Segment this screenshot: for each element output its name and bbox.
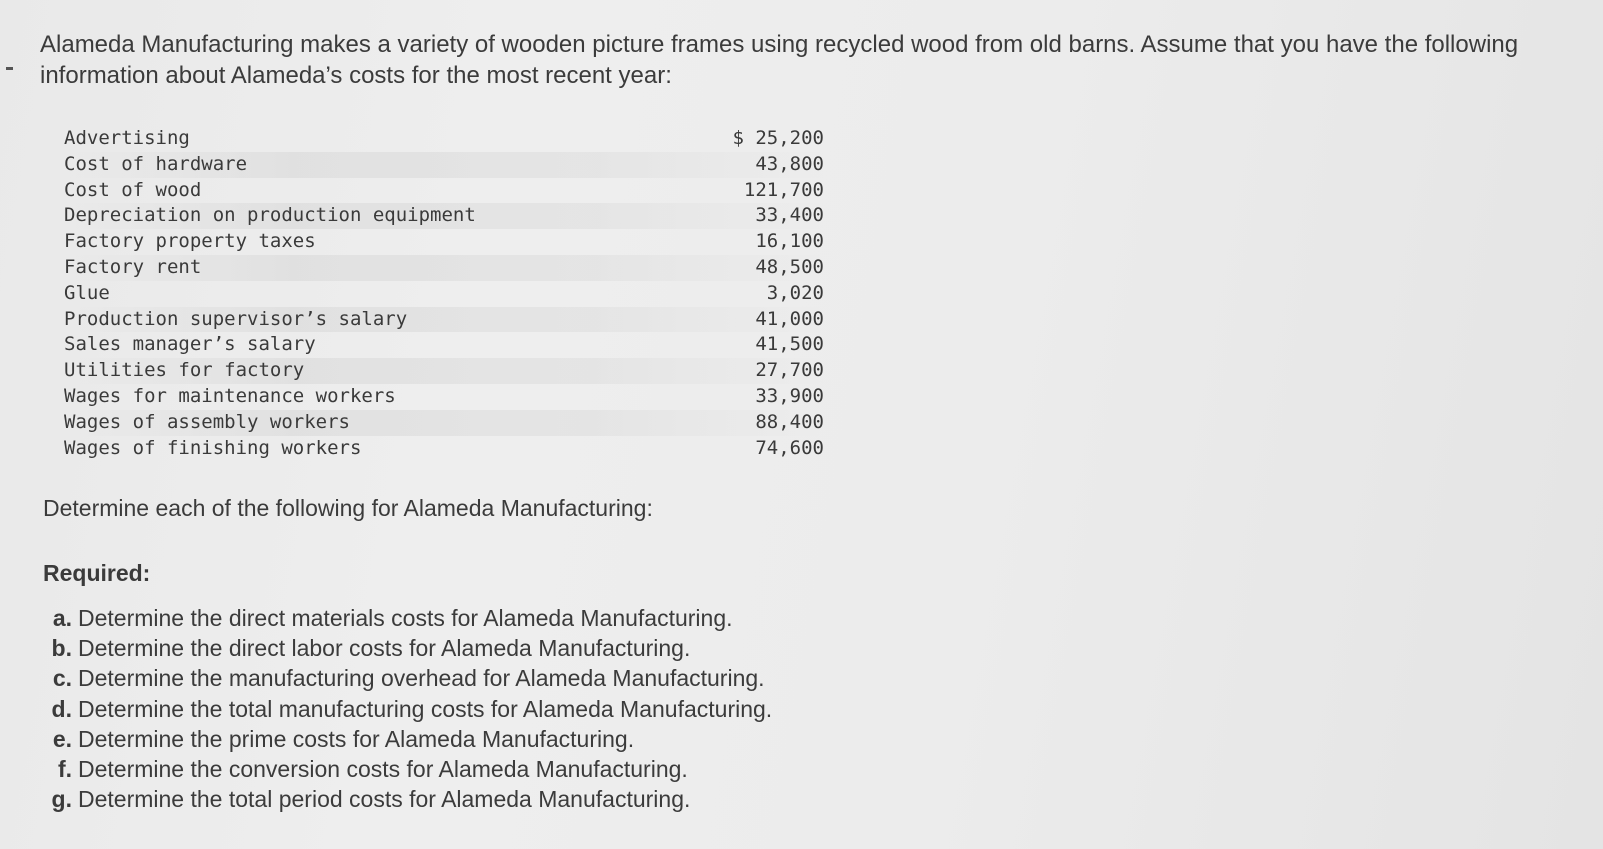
requirements-list xyxy=(48,603,772,814)
requirement-letter: e. xyxy=(52,725,72,752)
requirement-letter: c. xyxy=(52,665,72,692)
cost-row xyxy=(64,384,824,410)
margin-dash xyxy=(6,67,13,70)
cost-value: 41,000 xyxy=(755,307,824,330)
intro-paragraph: Alameda Manufacturing makes a variety of wooden picture frames using recycled wood from old barns. Assume that you have the following information about Alameda’s costs for the most recent year: xyxy=(40,31,1519,89)
requirement-letter: d. xyxy=(51,695,72,722)
cost-value: 74,600 xyxy=(755,436,824,459)
cost-label: Cost of wood xyxy=(64,178,202,201)
cost-row xyxy=(64,126,824,152)
cost-label: Production supervisor’s salary xyxy=(64,307,408,330)
cost-row xyxy=(64,307,824,333)
cost-row xyxy=(64,152,824,178)
cost-label: Depreciation on production equipment xyxy=(64,204,476,227)
cost-row xyxy=(64,255,824,281)
cost-label: Advertising xyxy=(64,127,190,149)
cost-value: 33,400 xyxy=(755,204,824,227)
cost-label: Wages for maintenance workers xyxy=(64,384,396,407)
requirement-item xyxy=(48,724,772,754)
requirement-letter: f. xyxy=(57,756,72,783)
requirement-letter: g. xyxy=(51,786,72,813)
cost-label: Sales manager’s salary xyxy=(64,333,316,356)
requirement-item xyxy=(48,754,772,784)
requirement-text: Determine the total manufacturing costs for Alameda Manufacturing. xyxy=(78,695,773,722)
requirement-item xyxy=(48,694,772,724)
cost-value: $ 25,200 xyxy=(732,127,824,149)
cost-value: 41,500 xyxy=(755,333,824,356)
requirement-item xyxy=(48,633,772,663)
cost-label: Wages of assembly workers xyxy=(64,410,350,433)
cost-row xyxy=(64,410,824,436)
cost-row xyxy=(64,332,824,358)
cost-value: 27,700 xyxy=(755,359,824,382)
cost-value: 16,100 xyxy=(755,230,824,253)
cost-value: 121,700 xyxy=(743,178,824,201)
cost-row xyxy=(64,229,824,255)
cost-value: 33,900 xyxy=(755,384,824,407)
cost-table xyxy=(64,126,824,461)
cost-value: 3,020 xyxy=(766,281,824,304)
requirement-text: Determine the prime costs for Alameda Manufacturing. xyxy=(78,725,635,752)
cost-label: Wages of finishing workers xyxy=(64,436,362,459)
cost-row xyxy=(64,178,824,204)
requirement-item xyxy=(48,784,772,814)
requirement-text: Determine the direct labor costs for Alameda Manufacturing. xyxy=(78,635,691,662)
cost-label: Factory rent xyxy=(64,255,202,278)
requirement-text: Determine the conversion costs for Alameda Manufacturing. xyxy=(78,756,688,783)
cost-row xyxy=(64,203,824,229)
cost-label: Cost of hardware xyxy=(64,152,248,175)
cost-label: Factory property taxes xyxy=(64,230,316,253)
required-heading: Required: xyxy=(43,560,151,586)
cost-row xyxy=(64,358,824,384)
cost-row xyxy=(64,281,824,307)
cost-value: 88,400 xyxy=(755,410,824,433)
requirement-item xyxy=(48,663,772,693)
requirement-text: Determine the direct materials costs for Alameda Manufacturing. xyxy=(78,605,733,631)
requirement-text: Determine the total period costs for Alameda Manufacturing. xyxy=(78,786,691,813)
determine-instruction: Determine each of the following for Alameda Manufacturing: xyxy=(43,495,653,521)
cost-row xyxy=(64,436,824,462)
requirement-item xyxy=(48,603,772,633)
cost-label: Glue xyxy=(64,281,110,304)
cost-label: Utilities for factory xyxy=(64,359,305,382)
requirement-letter: a. xyxy=(52,605,72,631)
requirement-text: Determine the manufacturing overhead for Alameda Manufacturing. xyxy=(78,665,765,692)
requirement-letter: b. xyxy=(51,635,72,662)
cost-value: 43,800 xyxy=(755,152,824,175)
cost-value: 48,500 xyxy=(755,255,824,278)
